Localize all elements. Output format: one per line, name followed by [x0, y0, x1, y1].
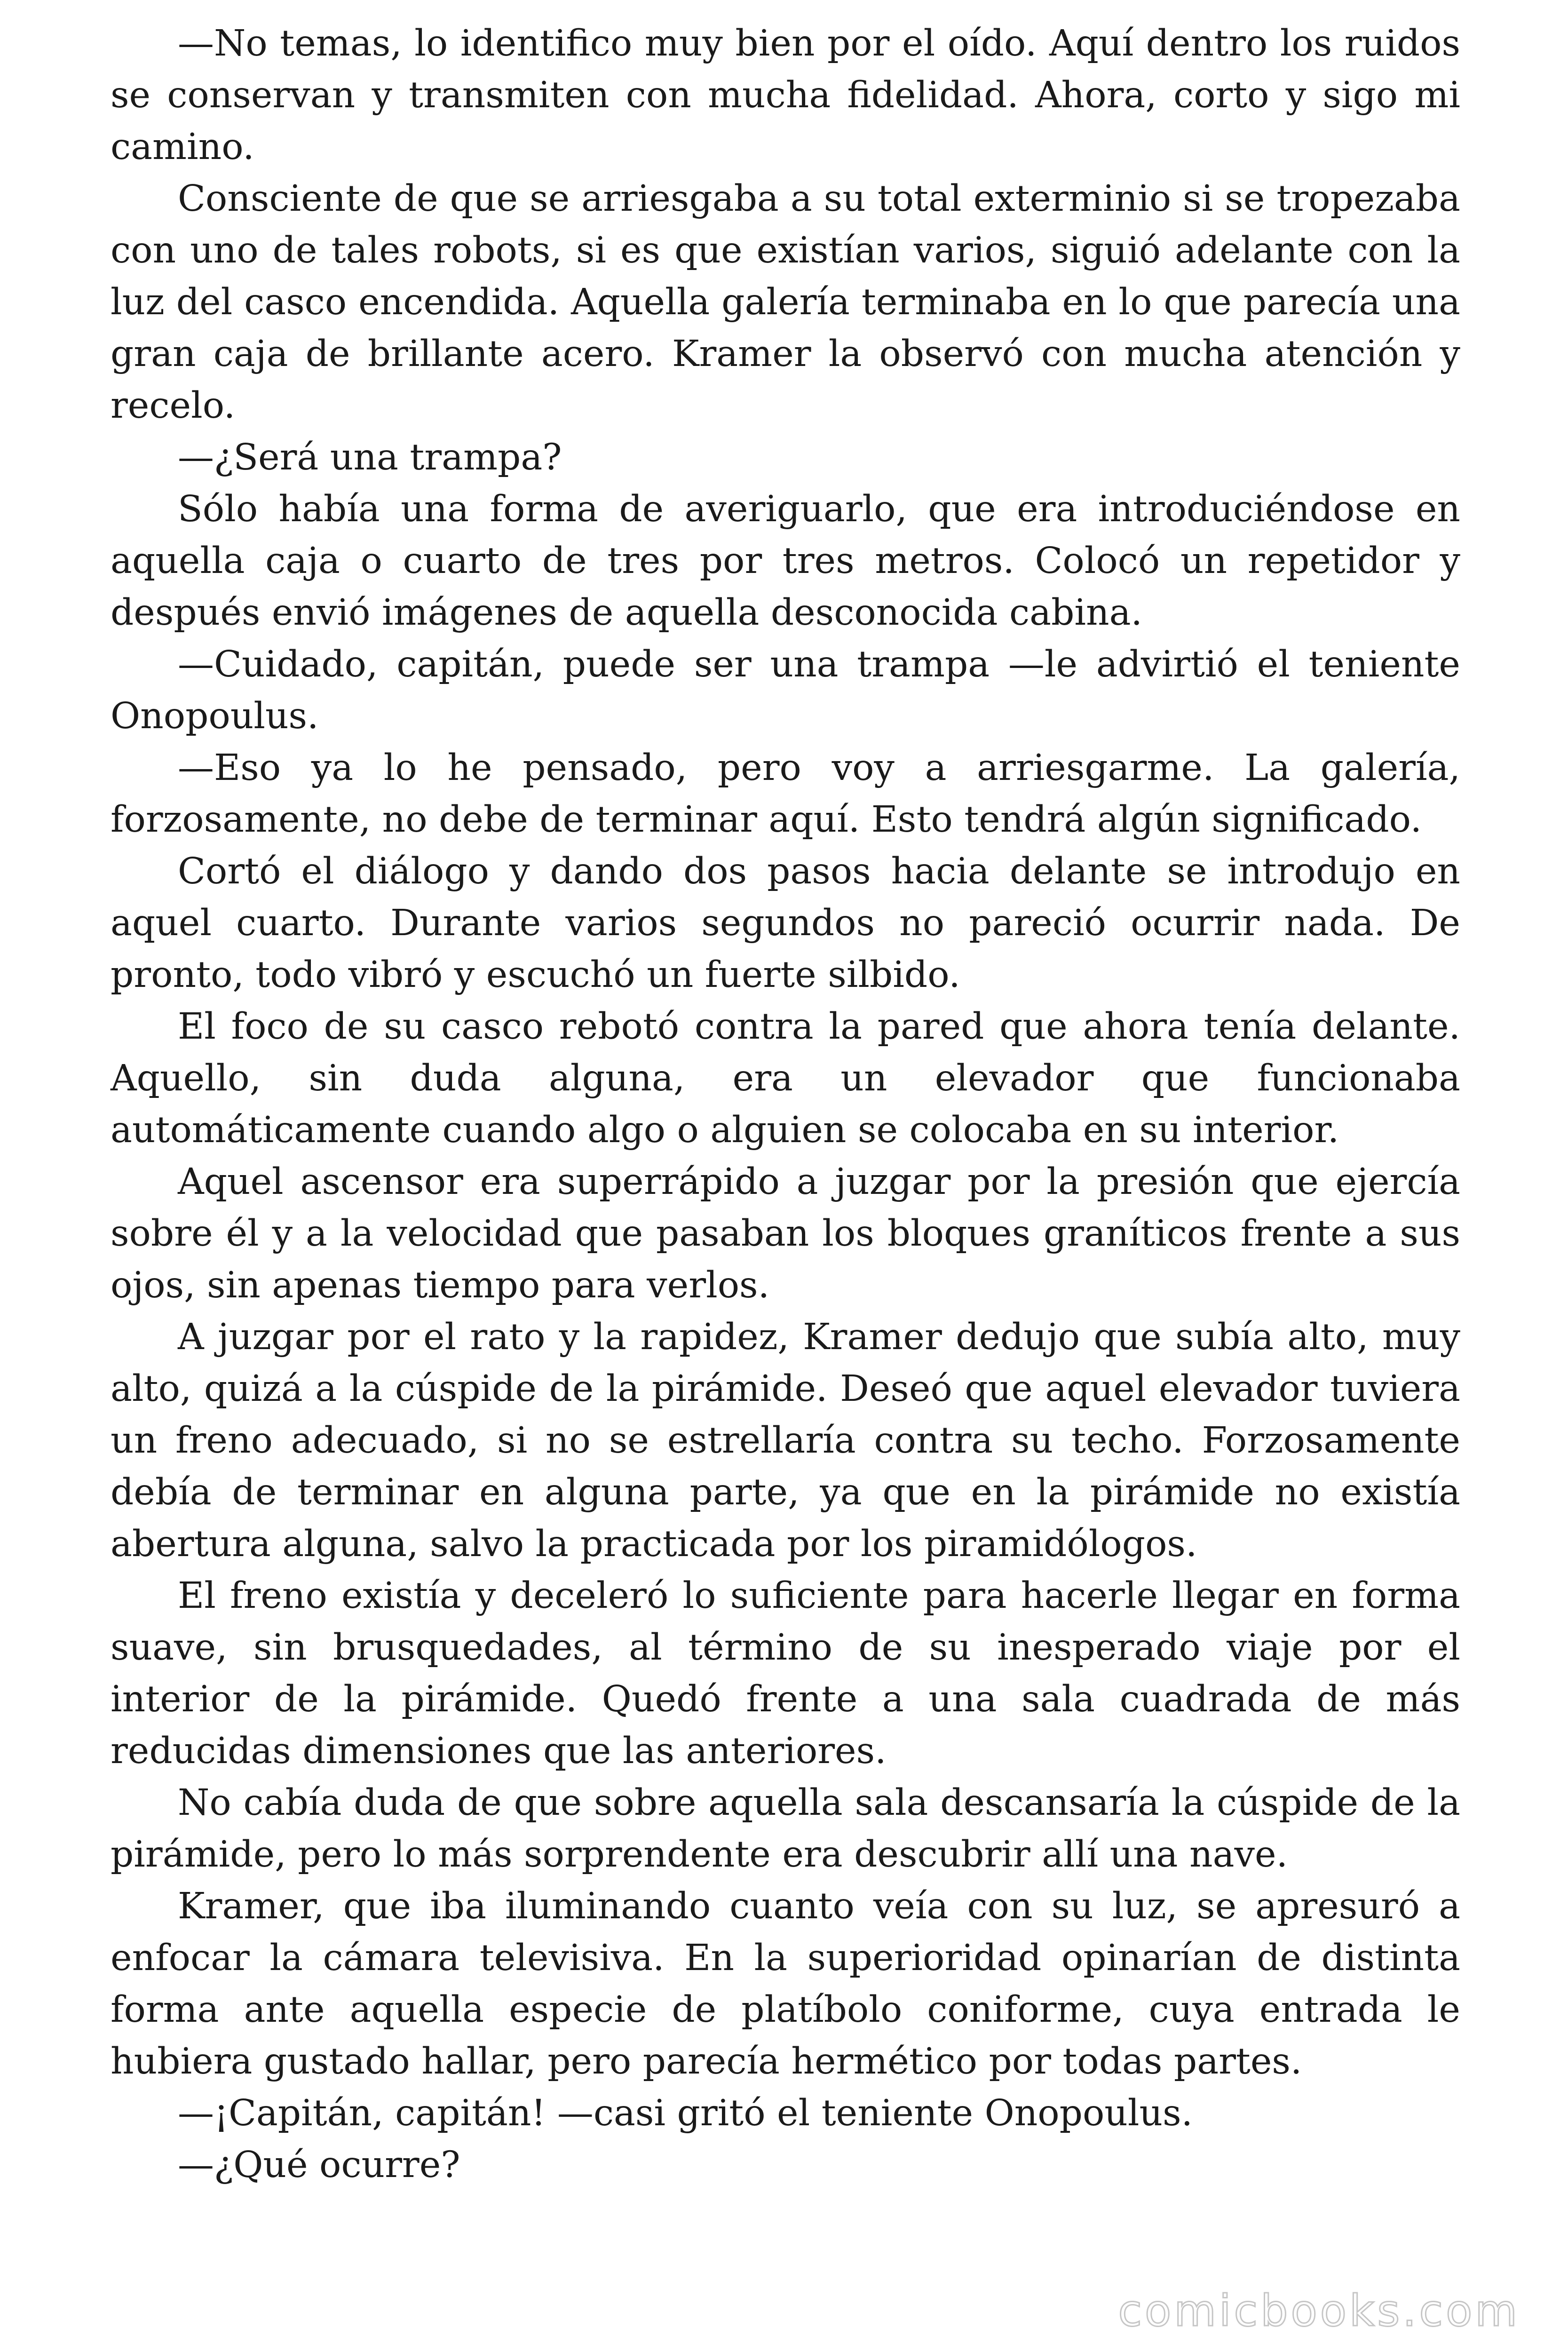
paragraph: Aquel ascensor era superrápido a juzgar por la presión que ejercía sobre él y a la velocidad que pasaban los bloques graníticos frente a sus ojos, sin apenas tiempo para verlos. — [111, 1161, 1460, 1306]
paragraph: No cabía duda de que sobre aquella sala descansaría la cúspide de la pirámide, pero lo más sorprendente era descubrir allí una nave. — [111, 1782, 1460, 1875]
paragraph: Kramer, que iba iluminando cuanto veía con su luz, se apresuró a enfocar la cámara televisiva. En la superioridad opinarían de distinta forma ante aquella especie de platíbolo coniforme, cuya entrada le hubiera gustado hallar, pero parecía hermético por todas partes. — [111, 1885, 1460, 2082]
page-body — [111, 18, 1460, 2191]
paragraph: —Cuidado, capitán, puede ser una trampa —le advirtió el teniente Onopoulus. — [111, 644, 1460, 737]
paragraph: —Eso ya lo he pensado, pero voy a arriesgarme. La galería, forzosamente, no debe de terminar aquí. Esto tendrá algún significado. — [111, 747, 1460, 841]
paragraph: —No temas, lo identifico muy bien por el oído. Aquí dentro los ruidos se conservan y transmiten con mucha fidelidad. Ahora, corto y sigo mi camino. — [111, 23, 1460, 168]
paragraph: —¡Capitán, capitán! —casi gritó el teniente Onopoulus. — [178, 2092, 1193, 2134]
paragraph: El freno existía y deceleró lo suficiente para hacerle llegar en forma suave, sin brusquedades, al término de su inesperado viaje por el interior de la pirámide. Quedó frente a una sala cuadrada de más reducidas dimensiones que las anteriores. — [111, 1575, 1460, 1772]
paragraph: A juzgar por el rato y la rapidez, Kramer dedujo que subía alto, muy alto, quizá a la cúspide de la pirámide. Deseó que aquel elevador tuviera un freno adecuado, si no se estrellaría contra su techo. Forzosamente debía de terminar en alguna parte, ya que en la pirámide no existía abertura alguna, salvo la practicada por los piramidólogos. — [111, 1316, 1460, 1565]
paragraph: —¿Qué ocurre? — [178, 2144, 460, 2186]
paragraph: Consciente de que se arriesgaba a su total exterminio si se tropezaba con uno de tales robots, si es que existían varios, siguió adelante con la luz del casco encendida. Aquella galería terminaba en lo que parecía una gran caja de brillante acero. Kramer la observó con mucha atención y recelo. — [111, 178, 1460, 427]
paragraph: Sólo había una forma de averiguarlo, que era introduciéndose en aquella caja o cuarto de tres por tres metros. Colocó un repetidor y después envió imágenes de aquella desconocida cabina. — [111, 488, 1460, 634]
paragraph: —¿Será una trampa? — [178, 437, 562, 478]
paragraph: El foco de su casco rebotó contra la pared que ahora tenía delante. Aquello, sin duda alguna, era un elevador que funcionaba automáticamente cuando algo o alguien se colocaba en su interior. — [111, 1006, 1460, 1151]
paragraph: Cortó el diálogo y dando dos pasos hacia delante se introdujo en aquel cuarto. Durante varios segundos no pareció ocurrir nada. De pronto, todo vibró y escuchó un fuerte silbido. — [111, 850, 1460, 996]
watermark: comicbooks.com — [1118, 2286, 1520, 2336]
